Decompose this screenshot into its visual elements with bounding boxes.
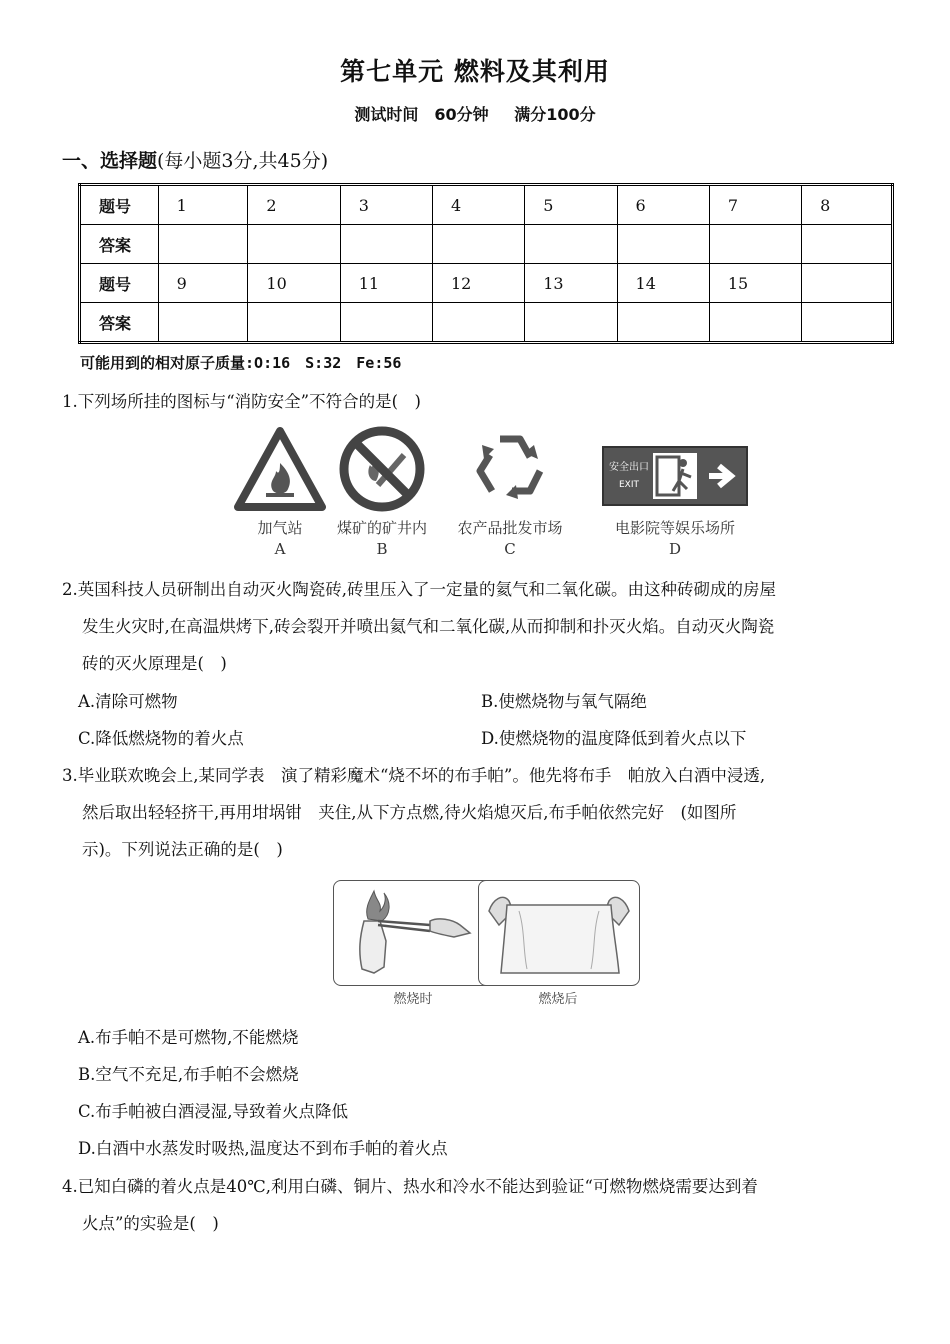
question-number-cell: 15 bbox=[709, 264, 801, 303]
question-1-signs bbox=[215, 425, 755, 570]
question-number-cell: 2 bbox=[248, 185, 340, 225]
figure-caption-before: 燃烧时 bbox=[393, 992, 433, 1007]
exit-sign-cn: 安全出口 bbox=[609, 462, 649, 473]
sign-d-label: 电影院等娱乐场所 bbox=[614, 519, 735, 537]
answer-cell[interactable] bbox=[248, 225, 340, 264]
row-label: 答案 bbox=[80, 225, 159, 264]
answer-table bbox=[78, 183, 894, 344]
recycle-icon bbox=[462, 425, 558, 513]
figure-caption-after: 燃烧后 bbox=[538, 992, 578, 1007]
question-3-line1: 3.毕业联欢晚会上,某同学表 演了精彩魔术“烧不坏的布手帕”。他先将布手 帕放入白酒中浸透, bbox=[62, 766, 766, 785]
answer-cell[interactable] bbox=[340, 303, 432, 343]
page-title: 第七单元 燃料及其利用 bbox=[340, 57, 610, 86]
answer-cell[interactable] bbox=[525, 225, 617, 264]
question-3-line2: 然后取出轻轻挤干,再用坩埚钳 夹住,从下方点燃,待火焰熄灭后,布手帕依然完好 (如图所 bbox=[82, 803, 737, 822]
question-3-option-b[interactable]: B.空气不充足,布手帕不会燃烧 bbox=[78, 1065, 299, 1084]
question-number-cell: 8 bbox=[802, 185, 893, 225]
question-4-line1: 4.已知白磷的着火点是40℃,利用白磷、铜片、热水和冷水不能达到验证“可燃物燃烧需要达到着 bbox=[62, 1177, 758, 1196]
full-score: 满分100分 bbox=[514, 105, 596, 124]
answer-cell[interactable] bbox=[802, 225, 893, 264]
question-number-cell: 5 bbox=[525, 185, 617, 225]
question-2-option-b[interactable]: B.使燃烧物与氧气隔绝 bbox=[481, 692, 647, 711]
answer-cell[interactable] bbox=[158, 225, 248, 264]
test-time: 测试时间 60分钟 bbox=[354, 105, 489, 124]
answer-cell[interactable] bbox=[158, 303, 248, 343]
section-title: 一、选择题 bbox=[62, 150, 158, 172]
question-3-option-a[interactable]: A.布手帕不是可燃物,不能燃烧 bbox=[78, 1028, 299, 1047]
answer-cell[interactable] bbox=[432, 303, 524, 343]
section-heading bbox=[62, 146, 328, 173]
answer-cell[interactable] bbox=[525, 303, 617, 343]
handkerchief-burning-figure bbox=[333, 880, 495, 986]
exit-sign-icon bbox=[601, 425, 749, 513]
sign-a-label: 加气站 bbox=[257, 519, 303, 537]
question-2-option-c[interactable]: C.降低燃烧物的着火点 bbox=[78, 729, 244, 748]
sign-c bbox=[445, 425, 575, 558]
question-number-cell: 9 bbox=[158, 264, 248, 303]
intact-handkerchief-icon bbox=[479, 881, 639, 985]
sign-b-letter: B bbox=[376, 540, 388, 558]
answer-cell[interactable] bbox=[709, 303, 801, 343]
question-number-cell: 6 bbox=[617, 185, 709, 225]
table-row bbox=[80, 264, 893, 303]
exit-sign-en: EXIT bbox=[618, 480, 640, 490]
question-3-option-d[interactable]: D.白酒中水蒸发时吸热,温度达不到布手帕的着火点 bbox=[78, 1139, 448, 1158]
answer-cell[interactable] bbox=[432, 225, 524, 264]
answer-cell[interactable] bbox=[340, 225, 432, 264]
question-number-cell bbox=[802, 264, 893, 303]
question-2-line1: 2.英国科技人员研制出自动灭火陶瓷砖,砖里压入了一定量的氦气和二氧化碳。由这种砖砌成的房屋 bbox=[62, 580, 776, 599]
sign-d bbox=[600, 425, 750, 558]
table-row bbox=[80, 185, 893, 225]
answer-cell[interactable] bbox=[617, 225, 709, 264]
no-fire-icon bbox=[334, 425, 430, 513]
table-row bbox=[80, 303, 893, 343]
question-number-cell: 10 bbox=[248, 264, 340, 303]
question-3-line3: 示)。下列说法正确的是( ) bbox=[82, 840, 283, 859]
question-number-cell: 14 bbox=[617, 264, 709, 303]
question-2-line3: 砖的灭火原理是( ) bbox=[82, 654, 227, 673]
answer-cell[interactable] bbox=[709, 225, 801, 264]
atomic-masses: 可能用到的相对原子质量:O:16 S:32 Fe:56 bbox=[80, 354, 402, 372]
question-3-option-c[interactable]: C.布手帕被白酒浸湿,导致着火点降低 bbox=[78, 1102, 349, 1121]
question-1-stem: 1.下列场所挂的图标与“消防安全”不符合的是( ) bbox=[62, 392, 421, 411]
question-number-cell: 12 bbox=[432, 264, 524, 303]
row-label: 题号 bbox=[80, 185, 159, 225]
sign-c-label: 农产品批发市场 bbox=[457, 519, 563, 537]
table-row bbox=[80, 225, 893, 264]
section-note: (每小题3分,共45分) bbox=[157, 150, 329, 172]
question-2-line2: 发生火灾时,在高温烘烤下,砖会裂开并喷出氦气和二氧化碳,从而抑制和扑灭火焰。自动灭火陶瓷 bbox=[82, 617, 775, 636]
question-number-cell: 4 bbox=[432, 185, 524, 225]
answer-cell[interactable] bbox=[802, 303, 893, 343]
row-label: 答案 bbox=[80, 303, 159, 343]
question-number-cell: 7 bbox=[709, 185, 801, 225]
question-number-cell: 11 bbox=[340, 264, 432, 303]
question-number-cell: 13 bbox=[525, 264, 617, 303]
sign-c-letter: C bbox=[504, 540, 516, 558]
question-4-line2: 火点”的实验是( ) bbox=[82, 1214, 219, 1233]
sign-b bbox=[317, 425, 447, 558]
sign-d-letter: D bbox=[668, 540, 682, 558]
question-2-option-d[interactable]: D.使燃烧物的温度降低到着火点以下 bbox=[481, 729, 747, 748]
handkerchief-after-figure bbox=[478, 880, 640, 986]
question-number-cell: 1 bbox=[158, 185, 248, 225]
row-label: 题号 bbox=[80, 264, 159, 303]
answer-cell[interactable] bbox=[617, 303, 709, 343]
sign-a-letter: A bbox=[274, 540, 286, 558]
question-2-option-a[interactable]: A.清除可燃物 bbox=[78, 692, 178, 711]
burning-handkerchief-icon bbox=[334, 881, 494, 985]
question-number-cell: 3 bbox=[340, 185, 432, 225]
exam-info bbox=[0, 102, 950, 125]
answer-cell[interactable] bbox=[248, 303, 340, 343]
flammable-warning-icon bbox=[232, 425, 328, 513]
sign-b-label: 煤矿的矿井内 bbox=[336, 519, 427, 537]
